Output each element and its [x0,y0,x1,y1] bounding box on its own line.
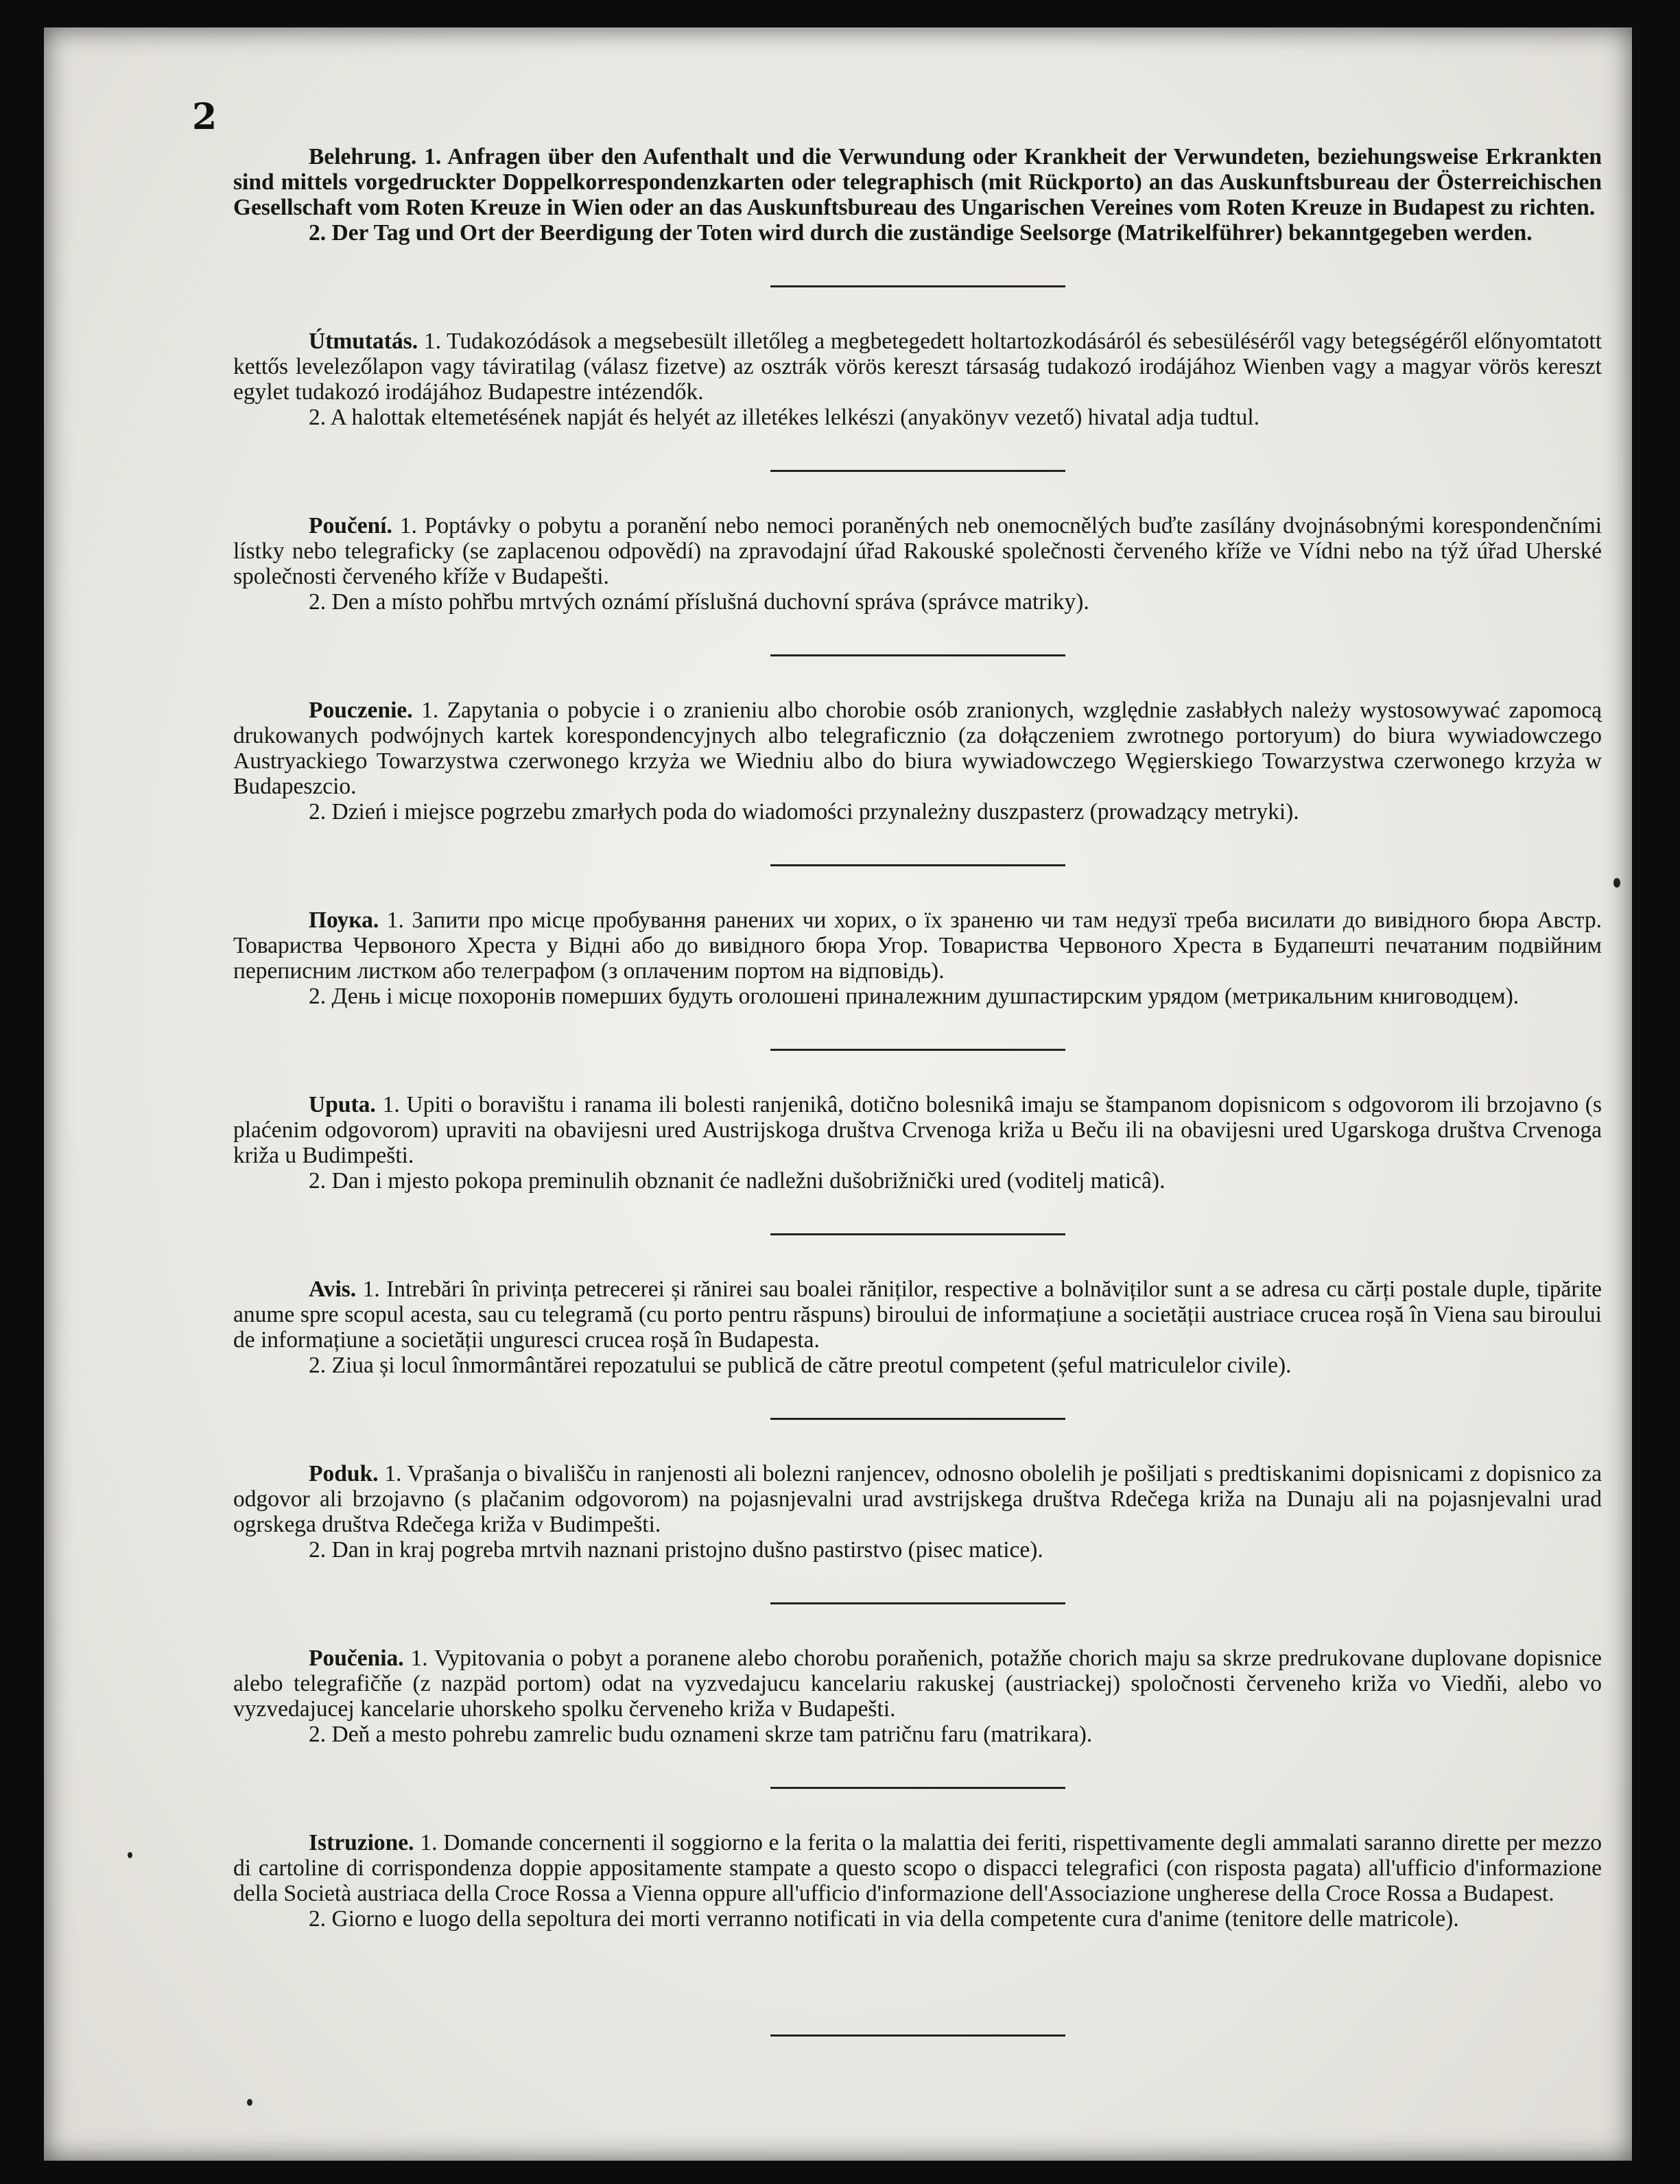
paragraph-2 [233,1168,1602,1194]
paragraph-text: 1. Anfragen über den Aufenthalt und die Verwundung oder Krankheit der Verwundeten, beziehungsweise Erkrankten sind mittels vorgedruckter Doppelkorrespondenzkarten oder telegraphisch (mit Rückporto) an das Auskunftsbureau der Österreichischen Gesellschaft vom Roten Kreuze in Wien oder an das Auskunftsbureau des Ungarischen Vereines vom Roten Kreuze in Budapest zu richten. [233,144,1602,220]
paragraph-2 [233,405,1602,430]
paragraph-text: 1. Vypitovania o pobyt a poranene alebo chorobu poraňenich, potažňe chorich maju sa skrze predrukovane duplovane dopisnice alebo telegrafičňe (z nazpäd portom) odat na vyzvedajucu kancelariu rakuskej (austriackej) spoločnosti červeneho križa vo Viedňi, alebo vo vyzvedajucej kancelarie uhorskeho spolku červeneho križa v Budapešti. [233,1646,1602,1722]
section-divider [770,654,1065,656]
paragraph-1 [233,1092,1602,1168]
section-italian [233,1830,1602,1932]
section-divider [770,864,1065,866]
section-lead: Istruzione. [309,1830,414,1855]
section-lead: Útmutatás. [309,329,418,354]
paragraph-text: 2. Deň a mesto pohrebu zamrelic budu oznameni skrze tam patričnu faru (matrikara). [309,1722,1093,1747]
paragraph-1 [233,1830,1602,1906]
paragraph-1 [233,144,1602,220]
section-divider [770,1602,1065,1604]
section-polish [233,698,1602,824]
section-lead: Belehrung. [309,144,417,169]
paragraph-text: 1. Upiti o boravištu i ranama ili bolesti ranjenikâ, dotično bolesnikâ imaju se štampanom dopisnicom s odgovorom ili brzojavno (s plaćenim odgovorom) upraviti na obavijesni ured Austrijskoga društva Crvenoga križa u Beču ili na obavijesni ured Ugarskoga društva Crvenoga križa u Budimpešti. [233,1092,1602,1168]
paragraph-text: 1. Запити про місце пробування ранених чи хорих, о їх зраненю чи там недузї треба висилати до вивідного бюра Австр. Товариства Червоного Хреста у Відні або до вивідного бюра Угор. Товариства Червоного Хреста в Будапешті печатаним подвійним переписним листком або телеграфом (з оплаченим портом на відповідь). [233,907,1602,984]
paragraph-2 [233,589,1602,615]
paragraph-text: 2. Dzień i miejsce pogrzebu zmarłych poda do wiadomości przynależny duszpasterz (prowadzący metryki). [309,799,1299,824]
paragraph-text: 1. Vprašanja o bivališču in ranjenosti ali bolezni ranjencev, odnosno obolelih je pošiljati s predtiskanimi dopisnicami z dopisnico za odgovor ali brzojavno (s plačanim odgovorom) na pojasnjevalni urad avstrijskega društva Rdečega križa na Dunaju ali na pojasnjevalni urad ogrskega društva Rdečega križa v Budimpešti. [233,1461,1602,1537]
paragraph-2 [233,220,1602,246]
paragraph-2 [233,1353,1602,1378]
paragraph-text: 1. Zapytania o pobycie i o zranieniu albo chorobie osób zranionych, względnie zasłabłych należy wystosowywać zapomocą drukowanych podwójnych kartek korespondencyjnych albo telegraficznio (za dołączeniem zwrotnego portoryum) do biura wywiadowczego Austryackiego Towarzystwa czerwonego krzyża we Wiedniu albo do biura wywiadowczego Węgierskiego Towarzystwa czerwonego krzyża w Budapeszcio. [233,698,1602,799]
paragraph-text: 2. Dan i mjesto pokopa preminulih obznanit će nadležni dušobrižnički ured (voditelj maticâ). [309,1168,1166,1194]
section-divider [770,1787,1065,1789]
section-lead: Pouczenie. [309,698,413,723]
section-divider [770,1233,1065,1235]
paragraph-2 [233,1722,1602,1747]
paragraph-1 [233,907,1602,984]
section-romanian [233,1277,1602,1378]
section-divider [770,2034,1065,2037]
section-slovene [233,1461,1602,1563]
section-divider [770,470,1065,472]
paragraph-text: 1. Tudakozódások a megsebesült illetőleg a megbetegedett holtartozkodásáról és sebesüléséről vagy betegségéről előnyomtatott kettős levelezőlapon vagy táviratilag (válasz fizetve) az osztrák vörös kereszt társaság tudakozó irodájához Wienben vagy a magyar vörös kereszt egylet tudakozó irodájához Budapestre intézendők. [233,329,1602,405]
section-lead: Poučení. [309,513,392,538]
paragraph-1 [233,698,1602,799]
section-lead: Poduk. [309,1461,379,1486]
margin-speck [247,2099,252,2106]
section-lead: Poučenia. [309,1646,404,1671]
margin-speck [1613,878,1620,888]
section-hungarian [233,329,1602,430]
section-german [233,144,1602,246]
section-lead: Uputa. [309,1092,376,1117]
paragraph-1 [233,513,1602,589]
paragraph-1 [233,1277,1602,1353]
paragraph-text: 2. Den a místo pohřbu mrtvých oznámí příslušná duchovní správa (správce matriky). [309,589,1089,615]
paragraph-text: 2. Der Tag und Ort der Beerdigung der Toten wird durch die zuständige Seelsorge (Matrikelführer) bekanntgegeben werden. [309,220,1533,246]
section-divider [770,1418,1065,1420]
section-croatian [233,1092,1602,1194]
paragraph-text: 1. Poptávky o pobytu a poranění nebo nemoci poraněných neb onemocnělých buďte zasílány dvojnásobnými korespondenčními lístky nebo telegraficky (se zaplacenou odpovědí) na zpravodajní úřad Rakouské společnosti červeného kříže ve Vídni nebo na týž úřad Uherské společnosti červeného kříže v Budapešti. [233,513,1602,589]
paragraph-2 [233,1537,1602,1563]
paragraph-1 [233,1461,1602,1537]
section-ukrainian [233,907,1602,1009]
paragraph-1 [233,329,1602,405]
instructions-body [233,144,1602,2078]
paragraph-1 [233,1646,1602,1722]
paragraph-text: 1. Intrebări în privința petrecerei și rănirei sau boalei răniților, respective a bolnăviților sunt a se adresa cu cărți postale duple, tipărite anume spre scopul acesta, sau cu telegramă (cu porto pentru răspuns) biroului de informațiune a societății austriace crucea roșă în Viena sau biroului de informațiune a societății ungurescі crucea roșă în Budapesta. [233,1277,1602,1353]
paragraph-2 [233,1906,1602,1932]
paragraph-text: 2. Ziua și locul înmormântărei repozatului se publică de către preotul competent (șeful matriculelor civile). [309,1353,1292,1378]
page-number: 2 [192,96,217,138]
paragraph-2 [233,984,1602,1009]
paragraph-text: 2. Dan in kraj pogreba mrtvih naznani pristojno dušno pastirstvo (pisec matice). [309,1537,1043,1563]
paragraph-2 [233,799,1602,824]
margin-speck [128,1852,132,1858]
section-divider [770,285,1065,287]
section-lead: Avis. [309,1277,357,1302]
section-lead: Поука. [309,907,379,933]
section-slovak [233,1646,1602,1747]
section-divider [770,1049,1065,1051]
section-czech [233,513,1602,615]
paragraph-text: 2. Giorno e luogo della sepoltura dei morti verranno notificati in via della competente cura d'anime (tenitore delle matricole). [309,1906,1459,1932]
paragraph-text: 2. День і місце похоронів померших будуть оголошені приналежним душпастирским урядом (метрикальним книговодцем). [309,984,1519,1009]
paragraph-text: 1. Domande concernenti il soggiorno e la ferita o la malattia dei feriti, rispettivamente degli ammalati saranno dirette per mezzo di cartoline di corrispondenza doppie appositamente stampate a questo scopo o dispacci telegrafici (con risposta pagata) all'ufficio d'informazione della Società austriaca della Croce Rossa a Vienna oppure all'ufficio d'informazione dell'Associazione ungherese della Croce Rossa a Budapest. [233,1830,1602,1906]
paragraph-text: 2. A halottak eltemetésének napját és helyét az illetékes lelkészi (anyakönyv vezető) hivatal adja tudtul. [309,405,1260,430]
